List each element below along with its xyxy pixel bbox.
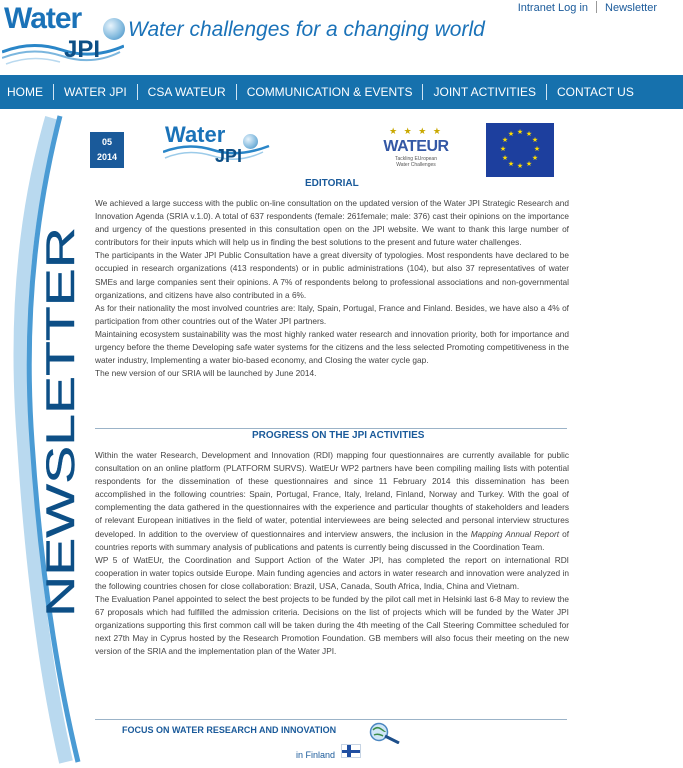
editorial-body xyxy=(95,197,569,380)
issue-month: 05 xyxy=(101,137,112,147)
newsletter-link[interactable]: Newsletter xyxy=(605,2,657,14)
svg-text:★: ★ xyxy=(531,154,539,162)
newsletter-side-banner xyxy=(0,112,90,768)
progress-text-1a: Within the water Research, Development and Innovation (RDI) mapping four questionnaires are currently available for public consultation on an online platform (PLATFORM SURVS). WatEUr WP2 partners have been compiling mailing lists with potential respondents for the dissemination of these questionnaires and since 11 February 2014 this dissemination has been accomplished in the following countries: Spain, Portugal, France, Italy, Ireland, Finland, Norway and Turkey. With the goal of complementing the data gathered in the questionnaires with the experience and particular thoughts of stakeholders and leaders of relevant European initiatives in the field of water, potential interviewees are being selected and personal interview structures developed. In addition to the overview of questionnaires and interview answers, the inclusion in the xyxy=(95,450,569,539)
progress-title: PROGRESS ON THE JPI ACTIVITIES xyxy=(252,430,425,441)
logo-small-jpi: JPI xyxy=(215,146,243,166)
magnifier-globe-icon[interactable] xyxy=(369,722,401,744)
eu-flag-icon xyxy=(486,123,554,177)
editorial-paragraph: The participants in the Water JPI Public Consultation have a great diversity of typologies. Most respondents have declared to be occupied in research organizations (413 respondents) or in public administrations (104), but also 37 representatives of water SMEs and large companies sent their opinions. A 7% of respondents belong to professional associations and non-governmental organizations, and citizens have also contributed in a 6%. xyxy=(95,250,569,300)
section-divider xyxy=(95,428,567,429)
finland-flag-icon[interactable] xyxy=(341,744,361,758)
editorial-title: EDITORIAL xyxy=(305,178,359,189)
progress-text-1b: of countries reports with summary analysis of publications and patents is currently being discussed in the Coordination Team. xyxy=(95,528,569,552)
svg-text:★: ★ xyxy=(525,160,533,168)
focus-title: FOCUS ON WATER RESEARCH AND INNOVATION xyxy=(122,725,337,735)
top-links-divider xyxy=(596,1,597,13)
issue-year: 2014 xyxy=(96,152,118,162)
wateur-logo xyxy=(373,126,459,178)
top-links xyxy=(518,1,657,14)
mapping-report-title: Mapping Annual Report xyxy=(470,528,560,539)
editorial-paragraph: As for their nationality the most involved countries are: Italy, Spain, Portugal, France and Finland. Besides, we have also a 4% of participation from other countries out of the Water JPI partners. xyxy=(95,302,569,326)
svg-text:★: ★ xyxy=(507,130,515,138)
svg-text:★: ★ xyxy=(516,128,524,136)
svg-text:★: ★ xyxy=(533,145,541,153)
logo-wave-graphic xyxy=(2,38,124,68)
editorial-paragraph: The new version of our SRIA will be launched by June 2014. xyxy=(95,368,317,379)
progress-paragraph: The Evaluation Panel appointed to select the best projects to be funded by the pilot call met in Helsinki last 6-8 May to review the 67 proposals which had fulfilled the admission criteria. Decisions on the list of projects which will be funded by the Water JPI organizations supporting this first common call will be taken during the 4th meeting of the Call Steering Committee scheduled for next 27th May in Cyprus hosted by the Research Promotion Foundation. GB members will also focus their meeting on the new version of the SRIA and the implementation plan of the Water JPI. xyxy=(95,594,569,657)
nav-csa-wateur[interactable]: CSA WATEUR xyxy=(138,84,237,100)
site-tagline: Water challenges for a changing world xyxy=(128,18,485,41)
nav-joint-activities[interactable]: JOINT ACTIVITIES xyxy=(423,84,546,100)
wateur-subtitle-1: Tackling EUropean xyxy=(395,156,437,162)
water-jpi-logo-small xyxy=(163,122,273,172)
wateur-subtitle-2: Water Challenges xyxy=(396,162,436,168)
nav-communication-events[interactable]: COMMUNICATION & EVENTS xyxy=(237,84,424,100)
editorial-paragraph: Maintaining ecosystem sustainability was the most highly ranked water research and innovation priority, both for importance and urgency before the theme Developing safe water systems for the citizens and the less selected Promoting competitiveness in the water industry, Implementing a water bio-based economy, and Closing the water cycle gap. xyxy=(95,328,569,366)
progress-paragraph: WP 5 of WatEUr, the Coordination and Support Action of the Water JPI, has completed the report on international RDI cooperation in water topics outside Europe. Main funding agencies and actors in water research and innovation were analyzed in the following countries chosen for close collaboration: Brazil, USA, Canada, South Africa, India, China and Vietnam. xyxy=(95,554,569,591)
section-divider xyxy=(95,719,567,720)
svg-text:★: ★ xyxy=(531,136,539,144)
svg-text:★: ★ xyxy=(501,154,509,162)
intranet-login-link[interactable]: Intranet Log in xyxy=(517,2,589,14)
svg-text:★: ★ xyxy=(499,145,507,153)
site-header xyxy=(0,0,683,75)
progress-paragraph xyxy=(95,449,569,554)
water-drop-icon xyxy=(243,134,258,149)
nav-home[interactable]: HOME xyxy=(0,84,54,100)
water-drop-icon xyxy=(103,18,125,40)
svg-text:★: ★ xyxy=(501,136,509,144)
main-nav xyxy=(0,75,683,109)
issue-date-badge xyxy=(90,132,124,168)
water-jpi-logo[interactable] xyxy=(2,2,124,68)
newsletter-vertical-title: NEWSLETTER xyxy=(39,343,83,617)
svg-text:★: ★ xyxy=(525,130,533,138)
logo-small-water: Water xyxy=(165,122,226,147)
focus-country-label: in Finland xyxy=(296,750,336,760)
progress-body xyxy=(95,449,569,659)
logo-text-jpi: JPI xyxy=(64,36,101,63)
editorial-paragraph: We achieved a large success with the public on-line consultation on the updated version of the Water JPI Strategic Research and Innovation Agenda (SRIA v.1.0). A total of 637 respondents (female: 261female; male: 376) cast their opinions on the importance and urgency of the questions presented in this consultation open on the JPI website. We want to thank this large number of contributors for their inputs which will help us in finding the best solutions to the present and future water challenges. xyxy=(95,198,569,248)
svg-text:★: ★ xyxy=(516,162,524,170)
svg-text:★: ★ xyxy=(507,160,515,168)
logo-text-water: Water xyxy=(4,2,82,35)
wateur-stars-icon: ★ ★ ★ ★ xyxy=(389,126,443,136)
nav-contact-us[interactable]: CONTACT US xyxy=(556,85,634,99)
wateur-name: WATEUR xyxy=(383,138,449,155)
nav-water-jpi[interactable]: WATER JPI xyxy=(54,84,138,100)
